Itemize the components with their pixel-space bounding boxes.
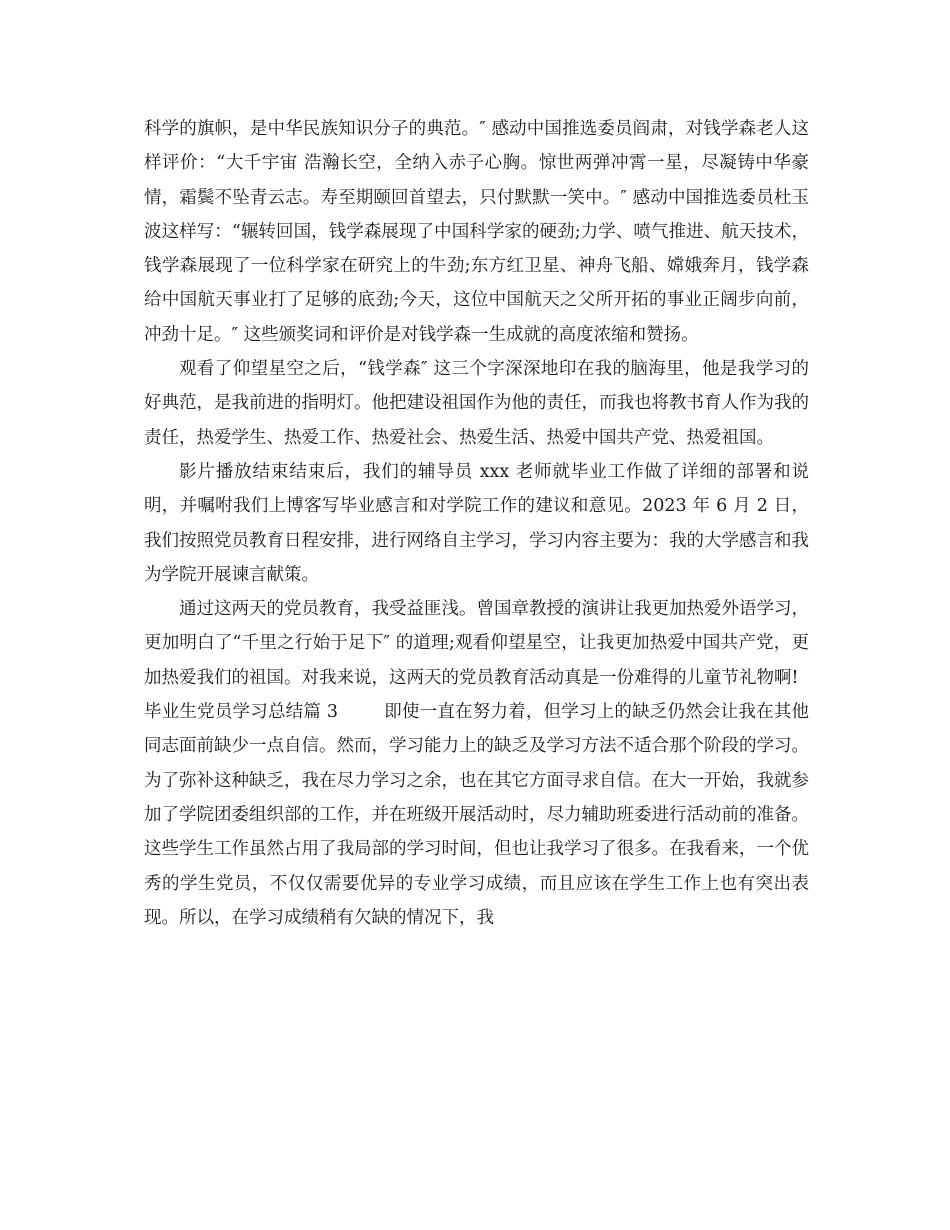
- document-body: [144, 112, 809, 935]
- section-heading: 毕业生党员学习总结篇 3: [144, 702, 338, 723]
- paragraph-party-education: 通过这两天的党员教育，我受益匪浅。曾国章教授的演讲让我更加热爱外语学习，更加明白了“千里之行始于足下″ 的道理;观看仰望星空，让我更加热爱中国共产党，更加热爱我们的祖国。对我来说，这两天的党员教育活动真是一份难得的儿童节礼物啊!: [144, 599, 809, 688]
- paragraph-continuation: 科学的旗帜，是中华民族知识分子的典范。″ 感动中国推选委员阎肃，对钱学森老人这样评价：“大千宇宙 浩瀚长空，全纳入赤子心胸。惊世两弹冲霄一星，尽凝铸中华豪情，霜鬓不坠青云志。寿至期颐回首望去，只付默默一笑中。″ 感动中国推选委员杜玉波这样写：“辗转回国，钱学森展现了中国科学家的硬劲;力学、喷气推进、航天技术，钱学森展现了一位科学家在研究上的牛劲;东方红卫星、神舟飞船、嫦娥奔月，钱学森给中国航天事业打了足够的底劲;今天，这位中国航天之父所开拓的事业正阔步向前，冲劲十足。″ 这些颁奖词和评价是对钱学森一生成就的高度浓缩和赞扬。: [144, 119, 809, 345]
- paragraph-qian-xuesen-impression: 观看了仰望星空之后，“钱学森″ 这三个字深深地印在我的脑海里，他是我学习的好典范，是我前进的指明灯。他把建设祖国作为他的责任，而我也将教书育人作为我的责任，热爱学生、热爱工作、热爱社会、热爱生活、热爱中国共产党、热爱祖国。: [144, 359, 809, 448]
- paragraph-graduation-work: 影片播放结束结束后，我们的辅导员 xxx 老师就毕业工作做了详细的部署和说明，并嘱咐我们上博客写毕业感言和对学院工作的建议和意见。2023 年 6 月 2 日，我们按照党员教育日程安排，进行网络自主学习，学习内容主要为：我的大学感言和我为学院开展谏言献策。: [144, 461, 809, 585]
- section-3-text: 即使一直在努力着，但学习上的缺乏仍然会让我在其他同志面前缺少一点自信。然而，学习能力上的缺乏及学习方法不适合那个阶段的学习。为了弥补这种缺乏，我在尽力学习之余，也在其它方面寻求自信。在大一开始，我就参加了学院团委组织部的工作，并在班级开展活动时，尽力辅助班委进行活动前的准备。这些学生工作虽然占用了我局部的学习时间，但也让我学习了很多。在我看来，一个优秀的学生党员，不仅仅需要优异的专业学习成绩，而且应该在学生工作上也有突出表现。所以，在学习成绩稍有欠缺的情况下，我: [144, 702, 810, 928]
- paragraph-section-3: [144, 695, 809, 935]
